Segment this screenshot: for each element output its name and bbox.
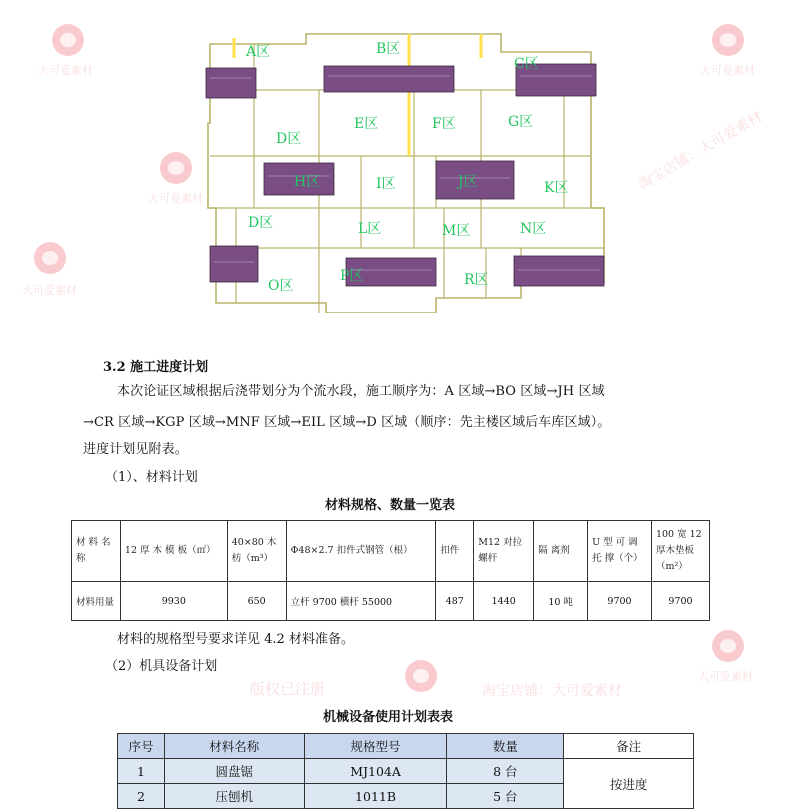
section-heading <box>103 356 208 375</box>
equipment-table-row <box>118 759 694 784</box>
zone-label-l: L区 <box>358 221 382 237</box>
equipment-cell: 8 台 <box>447 759 564 784</box>
watermark-logo <box>405 660 437 692</box>
watermark-logo <box>160 152 192 184</box>
equipment-cell: 压刨机 <box>164 784 304 809</box>
material-header-cell: M12 对拉螺杆 <box>474 521 534 582</box>
equipment-cell: 圆盘锯 <box>164 759 304 784</box>
material-header-cell: U 型 可 调 托 撑（个） <box>588 521 652 582</box>
section-number: 3.2 <box>103 360 126 375</box>
zone-label-e: E区 <box>354 116 379 132</box>
material-cell: 9700 <box>588 582 652 621</box>
material-cell: 9700 <box>651 582 709 621</box>
equipment-header-cell: 序号 <box>118 734 165 759</box>
material-header-cell: 扣件 <box>436 521 474 582</box>
zone-label-p: P区 <box>340 268 364 284</box>
material-plan-heading: （1）、材料计划 <box>105 470 198 485</box>
zone-label-d-upper: D区 <box>276 131 302 147</box>
watermark-brand: 大可爱素材 <box>700 64 755 77</box>
zone-label-a: A区 <box>246 44 271 60</box>
equipment-header-cell: 备注 <box>564 734 694 759</box>
material-cell: 1440 <box>474 582 534 621</box>
zone-label-k: K区 <box>544 180 569 196</box>
material-cell: 材料用量 <box>72 582 121 621</box>
watermark-logo <box>712 630 744 662</box>
equipment-header-cell: 数量 <box>447 734 564 759</box>
section-title-text: 施工进度计划 <box>130 360 209 375</box>
material-cell: 487 <box>436 582 474 621</box>
equipment-header-cell: 规格型号 <box>304 734 447 759</box>
watermark-logo <box>52 24 84 56</box>
watermark-brand: 大可爱素材 <box>148 192 203 205</box>
watermark-brand: 大可爱素材 <box>38 64 93 77</box>
material-table-row <box>72 582 710 621</box>
zone-label-h: H区 <box>294 174 321 190</box>
watermark-logo <box>34 242 66 274</box>
paragraph-line-3: 进度计划见附表。 <box>83 442 188 457</box>
paragraph-line-1: 本次论证区域根据后浇带划分为个流水段，施工顺序为：A 区域→BO 区域→JH 区域 <box>117 384 605 399</box>
zone-label-i: I区 <box>376 176 396 192</box>
building-o <box>210 246 258 282</box>
watermark-logo <box>712 24 744 56</box>
zone-label-g: G区 <box>508 114 534 130</box>
zone-label-b: B区 <box>376 41 401 57</box>
zone-label-f: F区 <box>432 116 456 132</box>
equipment-cell: 5 台 <box>447 784 564 809</box>
watermark-copyright: 版权已注册 <box>250 680 326 698</box>
zone-label-d-lower: D区 <box>248 215 274 231</box>
equipment-header-cell: 材料名称 <box>164 734 304 759</box>
building-a <box>206 68 256 98</box>
material-header-cell: 12 厚 木 模 板（㎡） <box>120 521 227 582</box>
zone-label-n: N区 <box>520 221 547 237</box>
equipment-plan-heading: （2）机具设备计划 <box>105 659 218 674</box>
equipment-table-caption: 机械设备使用计划表表 <box>323 710 454 725</box>
material-table-header <box>72 521 710 582</box>
material-cell: 10 吨 <box>534 582 588 621</box>
equipment-cell: MJ104A <box>304 759 447 784</box>
material-header-cell: Φ48×2.7 扣件式钢管（根） <box>286 521 436 582</box>
watermark-shop: 淘宝店铺：大可爱素材 <box>482 683 622 699</box>
material-header-cell: 40×80 木枋（m³） <box>227 521 286 582</box>
material-table <box>71 520 710 621</box>
material-cell: 立杆 9700 横杆 55000 <box>286 582 436 621</box>
material-header-cell: 100 宽 12 厚木垫板（m²） <box>651 521 709 582</box>
equipment-cell: 1 <box>118 759 165 784</box>
zone-label-j: J区 <box>458 174 478 190</box>
site-zone-plan <box>196 28 606 313</box>
watermark-brand: 大可爱素材 <box>22 284 77 297</box>
material-cell: 9930 <box>120 582 227 621</box>
material-header-cell: 材 料 名称 <box>72 521 121 582</box>
equipment-cell: 2 <box>118 784 165 809</box>
material-table-caption: 材料规格、数量一览表 <box>325 498 456 513</box>
equipment-table <box>117 733 694 809</box>
material-header-cell: 隔 离剂 <box>534 521 588 582</box>
zone-label-c: C区 <box>514 56 539 72</box>
watermark-brand: 大可爱素材 <box>698 670 753 683</box>
material-cell: 650 <box>227 582 286 621</box>
equipment-remark-cell: 按进度 <box>564 759 694 809</box>
paragraph-line-2: →CR 区域→KGP 区域→MNF 区域→EIL 区域→D 区域（顺序：先主楼区域后车库区域）。 <box>83 415 611 430</box>
zone-label-m: M区 <box>442 223 471 239</box>
building-b <box>324 66 454 92</box>
equipment-table-header <box>118 734 694 759</box>
building-r <box>514 256 604 286</box>
watermark-shop: 淘宝店铺：大可爱素材 <box>635 108 766 193</box>
zone-label-r: R区 <box>464 272 489 288</box>
equipment-cell: 1011B <box>304 784 447 809</box>
material-note: 材料的规格型号要求详见 4.2 材料准备。 <box>117 632 354 647</box>
zone-label-o: O区 <box>268 278 294 294</box>
